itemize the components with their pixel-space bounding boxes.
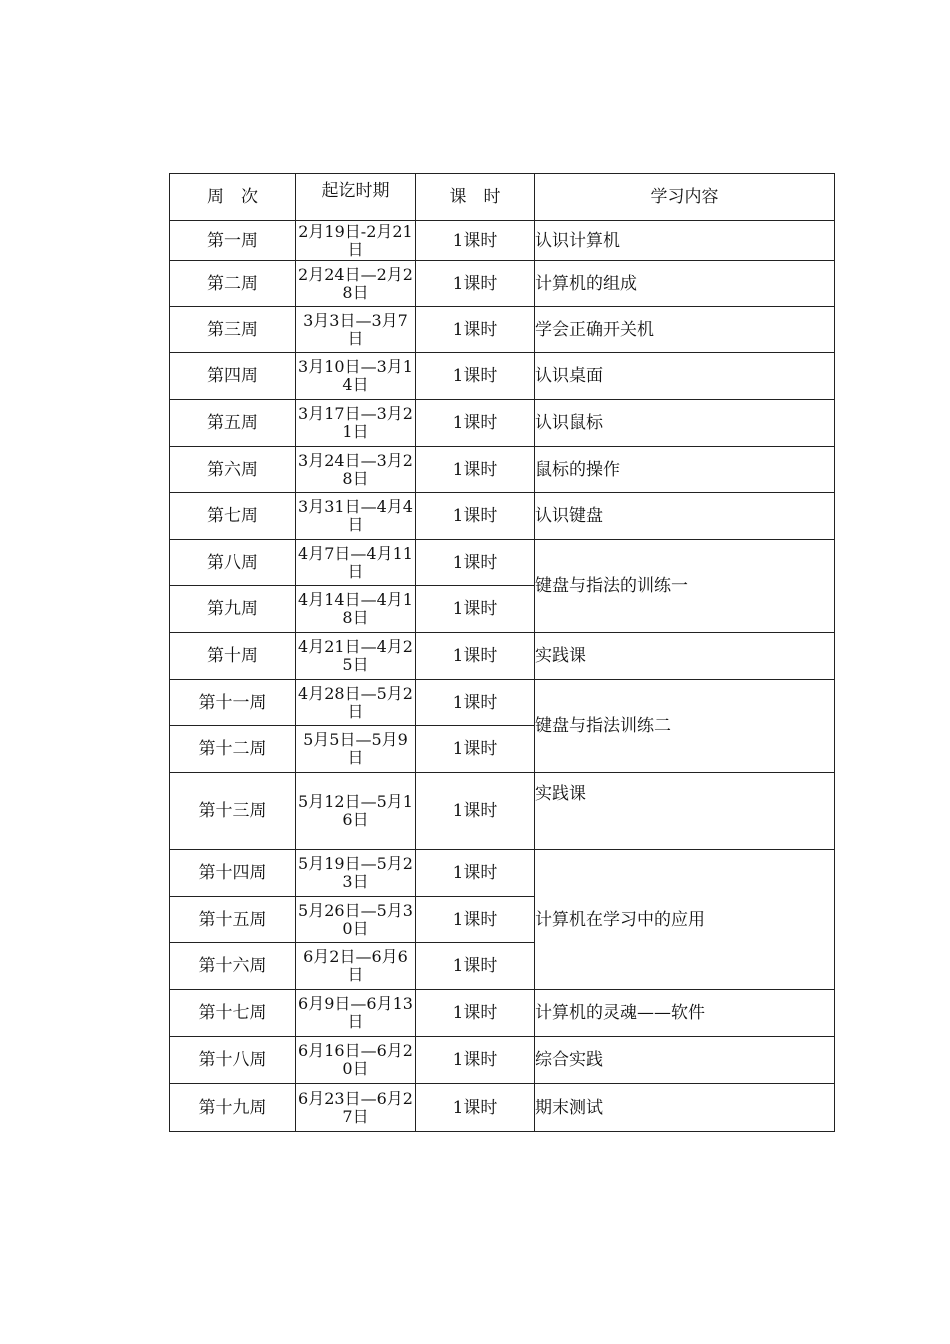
- week-cell: 第十六周: [170, 943, 296, 990]
- hours-cell: 1课时: [416, 943, 535, 990]
- date-cell: 2月19日-2月21日: [296, 221, 416, 261]
- content-cell: 键盘与指法训练二: [535, 680, 835, 773]
- date-cell: 5月19日—5月23日: [296, 850, 416, 897]
- table-row: [170, 261, 835, 307]
- date-cell: 4月7日—4月11日: [296, 540, 416, 586]
- content-cell: 期末测试: [535, 1084, 835, 1132]
- table-row: [170, 540, 835, 586]
- header-week: 周 次: [170, 174, 296, 221]
- date-cell: 4月21日—4月25日: [296, 633, 416, 680]
- week-cell: 第九周: [170, 586, 296, 633]
- table-row: [170, 1084, 835, 1132]
- schedule-table: [169, 173, 835, 1132]
- hours-cell: 1课时: [416, 726, 535, 773]
- content-cell: 学会正确开关机: [535, 307, 835, 353]
- date-cell: 3月24日—3月28日: [296, 447, 416, 493]
- week-cell: 第十四周: [170, 850, 296, 897]
- content-cell: 实践课: [535, 633, 835, 680]
- hours-cell: 1课时: [416, 493, 535, 540]
- hours-cell: 1课时: [416, 990, 535, 1037]
- hours-cell: 1课时: [416, 353, 535, 400]
- table-header-row: [170, 174, 835, 221]
- table-row: [170, 400, 835, 447]
- hours-cell: 1课时: [416, 307, 535, 353]
- hours-cell: 1课时: [416, 400, 535, 447]
- week-cell: 第十九周: [170, 1084, 296, 1132]
- hours-cell: 1课时: [416, 221, 535, 261]
- date-cell: 5月12日—5月16日: [296, 773, 416, 850]
- week-cell: 第八周: [170, 540, 296, 586]
- content-cell: 综合实践: [535, 1037, 835, 1084]
- table-row: [170, 990, 835, 1037]
- hours-cell: 1课时: [416, 586, 535, 633]
- date-cell: 6月23日—6月27日: [296, 1084, 416, 1132]
- date-cell: 5月26日—5月30日: [296, 897, 416, 943]
- hours-cell: 1课时: [416, 261, 535, 307]
- week-cell: 第十周: [170, 633, 296, 680]
- hours-cell: 1课时: [416, 897, 535, 943]
- week-cell: 第十三周: [170, 773, 296, 850]
- week-cell: 第六周: [170, 447, 296, 493]
- table-row: [170, 850, 835, 897]
- header-content: 学习内容: [535, 174, 835, 221]
- date-cell: 5月5日—5月9日: [296, 726, 416, 773]
- week-cell: 第十八周: [170, 1037, 296, 1084]
- date-cell: 3月17日—3月21日: [296, 400, 416, 447]
- date-cell: 3月10日—3月14日: [296, 353, 416, 400]
- week-cell: 第五周: [170, 400, 296, 447]
- content-cell: 计算机的灵魂——软件: [535, 990, 835, 1037]
- content-cell: 认识计算机: [535, 221, 835, 261]
- table-row: [170, 493, 835, 540]
- table-row: [170, 773, 835, 850]
- content-cell: 认识桌面: [535, 353, 835, 400]
- week-cell: 第十二周: [170, 726, 296, 773]
- content-cell: 计算机的组成: [535, 261, 835, 307]
- hours-cell: 1课时: [416, 1037, 535, 1084]
- hours-cell: 1课时: [416, 773, 535, 850]
- table-row: [170, 680, 835, 726]
- week-cell: 第十一周: [170, 680, 296, 726]
- date-cell: 2月24日—2月28日: [296, 261, 416, 307]
- table-row: [170, 353, 835, 400]
- week-cell: 第四周: [170, 353, 296, 400]
- table-row: [170, 1037, 835, 1084]
- hours-cell: 1课时: [416, 633, 535, 680]
- week-cell: 第二周: [170, 261, 296, 307]
- hours-cell: 1课时: [416, 540, 535, 586]
- week-cell: 第七周: [170, 493, 296, 540]
- week-cell: 第三周: [170, 307, 296, 353]
- content-cell: 键盘与指法的训练一: [535, 540, 835, 633]
- week-cell: 第十七周: [170, 990, 296, 1037]
- content-cell: 计算机在学习中的应用: [535, 850, 835, 990]
- date-cell: 6月9日—6月13日: [296, 990, 416, 1037]
- content-cell: 实践课: [535, 773, 835, 850]
- header-dates: 起讫时期: [296, 174, 416, 221]
- hours-cell: 1课时: [416, 680, 535, 726]
- content-cell: 认识键盘: [535, 493, 835, 540]
- content-cell: 认识鼠标: [535, 400, 835, 447]
- date-cell: 6月2日—6月6日: [296, 943, 416, 990]
- date-cell: 3月31日—4月4日: [296, 493, 416, 540]
- hours-cell: 1课时: [416, 850, 535, 897]
- hours-cell: 1课时: [416, 1084, 535, 1132]
- header-hours: 课 时: [416, 174, 535, 221]
- table-row: [170, 221, 835, 261]
- hours-cell: 1课时: [416, 447, 535, 493]
- week-cell: 第十五周: [170, 897, 296, 943]
- content-cell: 鼠标的操作: [535, 447, 835, 493]
- table-row: [170, 633, 835, 680]
- table-row: [170, 447, 835, 493]
- date-cell: 4月28日—5月2日: [296, 680, 416, 726]
- date-cell: 3月3日—3月7日: [296, 307, 416, 353]
- table-row: [170, 307, 835, 353]
- week-cell: 第一周: [170, 221, 296, 261]
- date-cell: 4月14日—4月18日: [296, 586, 416, 633]
- date-cell: 6月16日—6月20日: [296, 1037, 416, 1084]
